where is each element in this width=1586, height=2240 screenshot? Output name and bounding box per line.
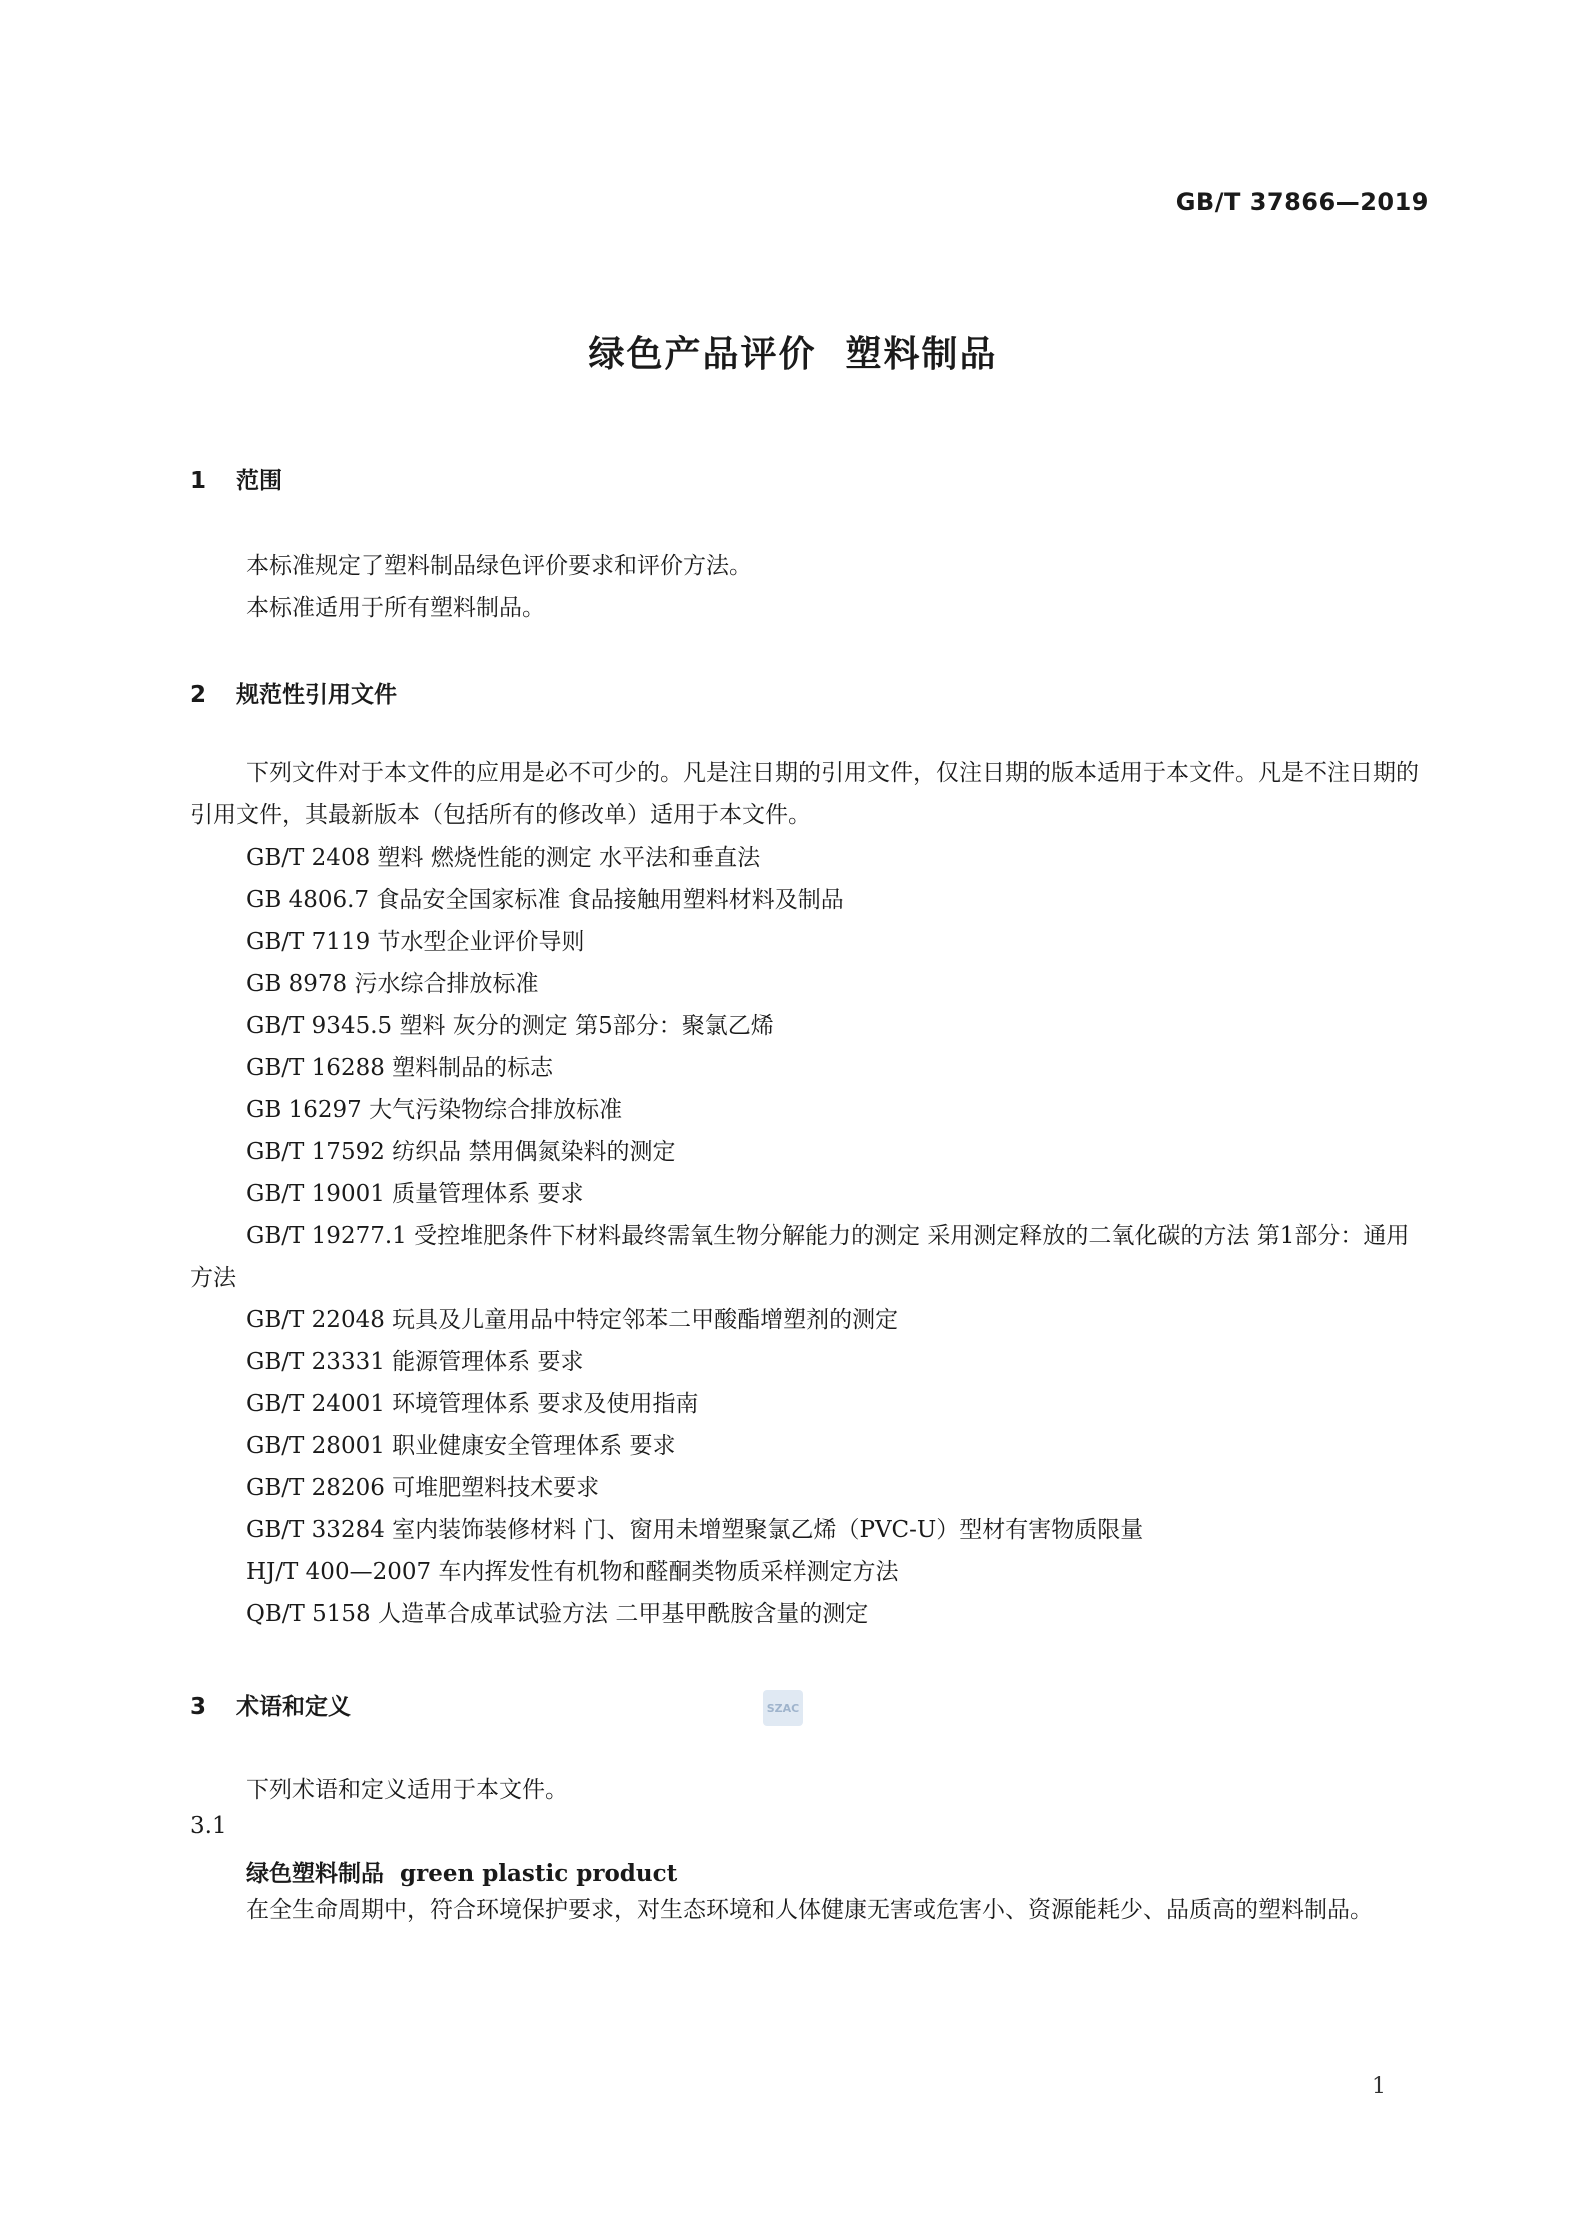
reference-code: QB/T 5158 (246, 1601, 371, 1627)
section-title: 规范性引用文件 (236, 682, 397, 708)
reference-title: 可堆肥塑料技术要求 (392, 1475, 600, 1501)
references-intro: 下列文件对于本文件的应用是必不可少的。凡是注日期的引用文件，仅注日期的版本适用于本文件。凡是不注日期的引用文件，其最新版本（包括所有的修改单）适用于本文件。 (190, 760, 1419, 828)
reference-code: GB 16297 (246, 1097, 362, 1123)
section-title: 术语和定义 (236, 1694, 351, 1720)
reference-title: 塑料 灰分的测定 第5部分：聚氯乙烯 (399, 1013, 774, 1039)
term-definition: 在全生命周期中，符合环境保护要求，对生态环境和人体健康无害或危害小、资源能耗少、品质高的塑料制品。 (246, 1897, 1373, 1923)
reference-code: GB/T 16288 (246, 1055, 385, 1081)
reference-code: HJ/T 400—2007 (246, 1559, 432, 1585)
reference-title: 食品安全国家标准 食品接触用塑料材料及制品 (376, 887, 844, 913)
reference-title: 受控堆肥条件下材料最终需氧生物分解能力的测定 采用测定释放的二氧化碳的方法 第1部分：通用方法 (190, 1223, 1410, 1291)
scope-paragraph-2: 本标准适用于所有塑料制品。 (246, 595, 545, 621)
terms-intro: 下列术语和定义适用于本文件。 (246, 1777, 568, 1803)
page-number: 1 (1372, 2074, 1386, 2099)
section-number: 2 (190, 682, 207, 708)
section-heading-references (190, 676, 397, 709)
reference-item (190, 1131, 1419, 1173)
reference-code: GB/T 9345.5 (246, 1013, 393, 1039)
reference-item (190, 837, 1419, 879)
reference-title: 节水型企业评价导则 (377, 929, 585, 955)
section-heading-scope (190, 462, 282, 495)
section-heading-terms (190, 1688, 351, 1721)
reference-code: GB 8978 (246, 971, 348, 997)
reference-code: GB/T 22048 (246, 1307, 385, 1333)
reference-title: 质量管理体系 要求 (392, 1181, 584, 1207)
document-title: 绿色产品评价 塑料制品 (588, 334, 998, 375)
reference-code: GB/T 19277.1 (246, 1223, 407, 1249)
reference-title: 人造革合成革试验方法 二甲基甲酰胺含量的测定 (378, 1601, 869, 1627)
reference-item (190, 1005, 1419, 1047)
reference-item (190, 963, 1419, 1005)
reference-item (190, 1425, 1419, 1467)
term-name-zh: 绿色塑料制品 (246, 1861, 384, 1887)
term-number: 3.1 (190, 1813, 227, 1839)
reference-item (190, 1467, 1419, 1509)
standard-code: GB/T 37866—2019 (1175, 188, 1429, 216)
section-title: 范围 (236, 468, 282, 494)
reference-item (190, 921, 1419, 963)
reference-item (190, 1551, 1419, 1593)
scope-paragraph-1: 本标准规定了塑料制品绿色评价要求和评价方法。 (246, 553, 752, 579)
reference-item (190, 879, 1419, 921)
reference-title: 纺织品 禁用偶氮染料的测定 (392, 1139, 676, 1165)
reference-item (190, 1509, 1419, 1551)
section-number: 1 (190, 468, 207, 494)
reference-code: GB 4806.7 (246, 887, 370, 913)
reference-item (190, 1089, 1419, 1131)
reference-title: 环境管理体系 要求及使用指南 (392, 1391, 699, 1417)
reference-item (190, 1173, 1419, 1215)
watermark-logo: SZAC (763, 1690, 803, 1726)
reference-code: GB/T 19001 (246, 1181, 385, 1207)
term-name-en: green plastic product (400, 1860, 678, 1887)
reference-code: GB/T 2408 (246, 845, 371, 871)
term-name (246, 1855, 677, 1888)
reference-title: 大气污染物综合排放标准 (369, 1097, 623, 1123)
reference-item (190, 1047, 1419, 1089)
reference-title: 职业健康安全管理体系 要求 (392, 1433, 676, 1459)
reference-code: GB/T 33284 (246, 1517, 385, 1543)
reference-code: GB/T 7119 (246, 929, 371, 955)
reference-code: GB/T 28206 (246, 1475, 385, 1501)
reference-item (190, 1383, 1419, 1425)
reference-title: 塑料制品的标志 (392, 1055, 554, 1081)
reference-title: 室内装饰装修材料 门、窗用未增塑聚氯乙烯（PVC-U）型材有害物质限量 (392, 1517, 1144, 1543)
reference-item (190, 1215, 1419, 1299)
reference-item (190, 1299, 1419, 1341)
reference-title: 塑料 燃烧性能的测定 水平法和垂直法 (377, 845, 761, 871)
reference-code: GB/T 28001 (246, 1433, 385, 1459)
reference-title: 玩具及儿童用品中特定邻苯二甲酸酯增塑剂的测定 (392, 1307, 899, 1333)
section-number: 3 (190, 1694, 207, 1720)
reference-title: 能源管理体系 要求 (392, 1349, 584, 1375)
reference-item (190, 1593, 1419, 1635)
reference-title: 污水综合排放标准 (354, 971, 539, 997)
reference-title: 车内挥发性有机物和醛酮类物质采样测定方法 (438, 1559, 899, 1585)
reference-code: GB/T 17592 (246, 1139, 385, 1165)
reference-item (190, 1341, 1419, 1383)
reference-code: GB/T 24001 (246, 1391, 385, 1417)
reference-code: GB/T 23331 (246, 1349, 385, 1375)
